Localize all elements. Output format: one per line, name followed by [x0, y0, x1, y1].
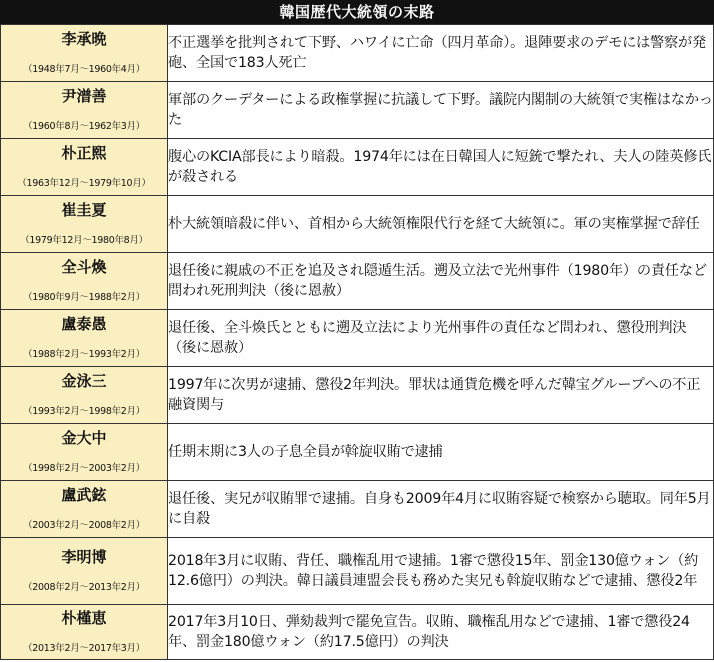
table-row	[1, 367, 714, 424]
president-fate: 2018年3月に収賄、背任、職権乱用で逮捕。1審で懲役15年、罰金130億ウォン（約12.6億円）の判決。韓日議員連盟会長も務めた実兄も斡旋収賄などで逮捕、懲役2年	[168, 538, 714, 605]
president-term: （2008年2月～2013年2月）	[23, 582, 145, 593]
president-term: （2013年2月～2017年3月）	[23, 643, 145, 654]
president-term: （1960年8月～1962年3月）	[23, 121, 145, 132]
president-fate: 不正選挙を批判されて下野、ハワイに亡命（四月革命）。退陣要求のデモには警察が発砲、全国で183人死亡	[168, 25, 714, 82]
president-cell	[1, 481, 168, 538]
table-row	[1, 253, 714, 310]
president-name: 李承晩	[61, 30, 107, 48]
president-cell	[1, 25, 168, 82]
president-name: 盧武鉉	[61, 486, 107, 504]
president-fate: 腹心のKCIA部長により暗殺。1974年には在日韓国人に短銃で撃たれ、夫人の陸英修氏が殺される	[168, 139, 714, 196]
president-cell	[1, 196, 168, 253]
president-name: 盧泰愚	[61, 315, 107, 333]
president-term: （2003年2月～2008年2月）	[23, 520, 145, 531]
president-fate: 1997年に次男が逮捕、懲役2年判決。罪状は通貨危機を呼んだ韓宝グループへの不正融資関与	[168, 367, 714, 424]
table-row	[1, 538, 714, 605]
president-cell	[1, 139, 168, 196]
table-row	[1, 196, 714, 253]
president-name: 尹潽善	[61, 87, 107, 105]
president-cell	[1, 367, 168, 424]
president-fate: 2017年3月10日、弾劾裁判で罷免宣告。収賄、職権乱用などで逮捕、1審で懲役24年、罰金180億ウォン（約17.5億円）の判決	[168, 605, 714, 660]
table-row	[1, 25, 714, 82]
president-cell	[1, 605, 168, 660]
president-cell	[1, 310, 168, 367]
president-fate: 軍部のクーデターによる政権掌握に抗議して下野。議院内閣制の大統領で実権はなかった	[168, 82, 714, 139]
president-term: （1998年2月～2003年2月）	[23, 463, 145, 474]
table-row	[1, 481, 714, 538]
president-fate: 退任後、全斗煥氏とともに遡及立法により光州事件の責任など問われ、懲役刑判決（後に恩赦）	[168, 310, 714, 367]
table-row	[1, 139, 714, 196]
table-title: 韓国歴代大統領の末路	[0, 0, 714, 24]
president-fate: 朴大統領暗殺に伴い、首相から大統領権限代行を経て大統領に。軍の実権掌握で辞任	[168, 196, 714, 253]
president-cell	[1, 424, 168, 481]
president-cell	[1, 538, 168, 605]
president-term: （1980年9月～1988年2月）	[23, 292, 145, 303]
president-name: 金泳三	[61, 372, 107, 390]
president-term: （1948年7月～1960年4月）	[23, 64, 145, 75]
president-term: （1988年2月～1993年2月）	[23, 349, 145, 360]
president-term: （1963年12月～1979年10月）	[17, 178, 151, 189]
president-name: 全斗煥	[61, 258, 107, 276]
president-fate: 退任後に親戚の不正を追及され隠遁生活。遡及立法で光州事件（1980年）の責任など問われ死刑判決（後に恩赦）	[168, 253, 714, 310]
president-name: 朴槿恵	[61, 609, 107, 627]
president-fate: 任期末期に3人の子息全員が斡旋収賄で逮捕	[168, 424, 714, 481]
president-cell	[1, 82, 168, 139]
president-name: 朴正熙	[61, 144, 107, 162]
table-row	[1, 82, 714, 139]
table-row	[1, 424, 714, 481]
president-name: 崔圭夏	[61, 201, 107, 219]
president-term: （1979年12月～1980年8月）	[20, 235, 148, 246]
president-name: 李明博	[61, 548, 107, 566]
president-fate: 退任後、実兄が収賄罪で逮捕。自身も2009年4月に収賄容疑で検察から聴取。同年5月に自殺	[168, 481, 714, 538]
president-cell	[1, 253, 168, 310]
table-row	[1, 605, 714, 660]
presidents-table	[0, 24, 714, 660]
president-name: 金大中	[61, 429, 107, 447]
president-term: （1993年2月～1998年2月）	[23, 406, 145, 417]
table-row	[1, 310, 714, 367]
